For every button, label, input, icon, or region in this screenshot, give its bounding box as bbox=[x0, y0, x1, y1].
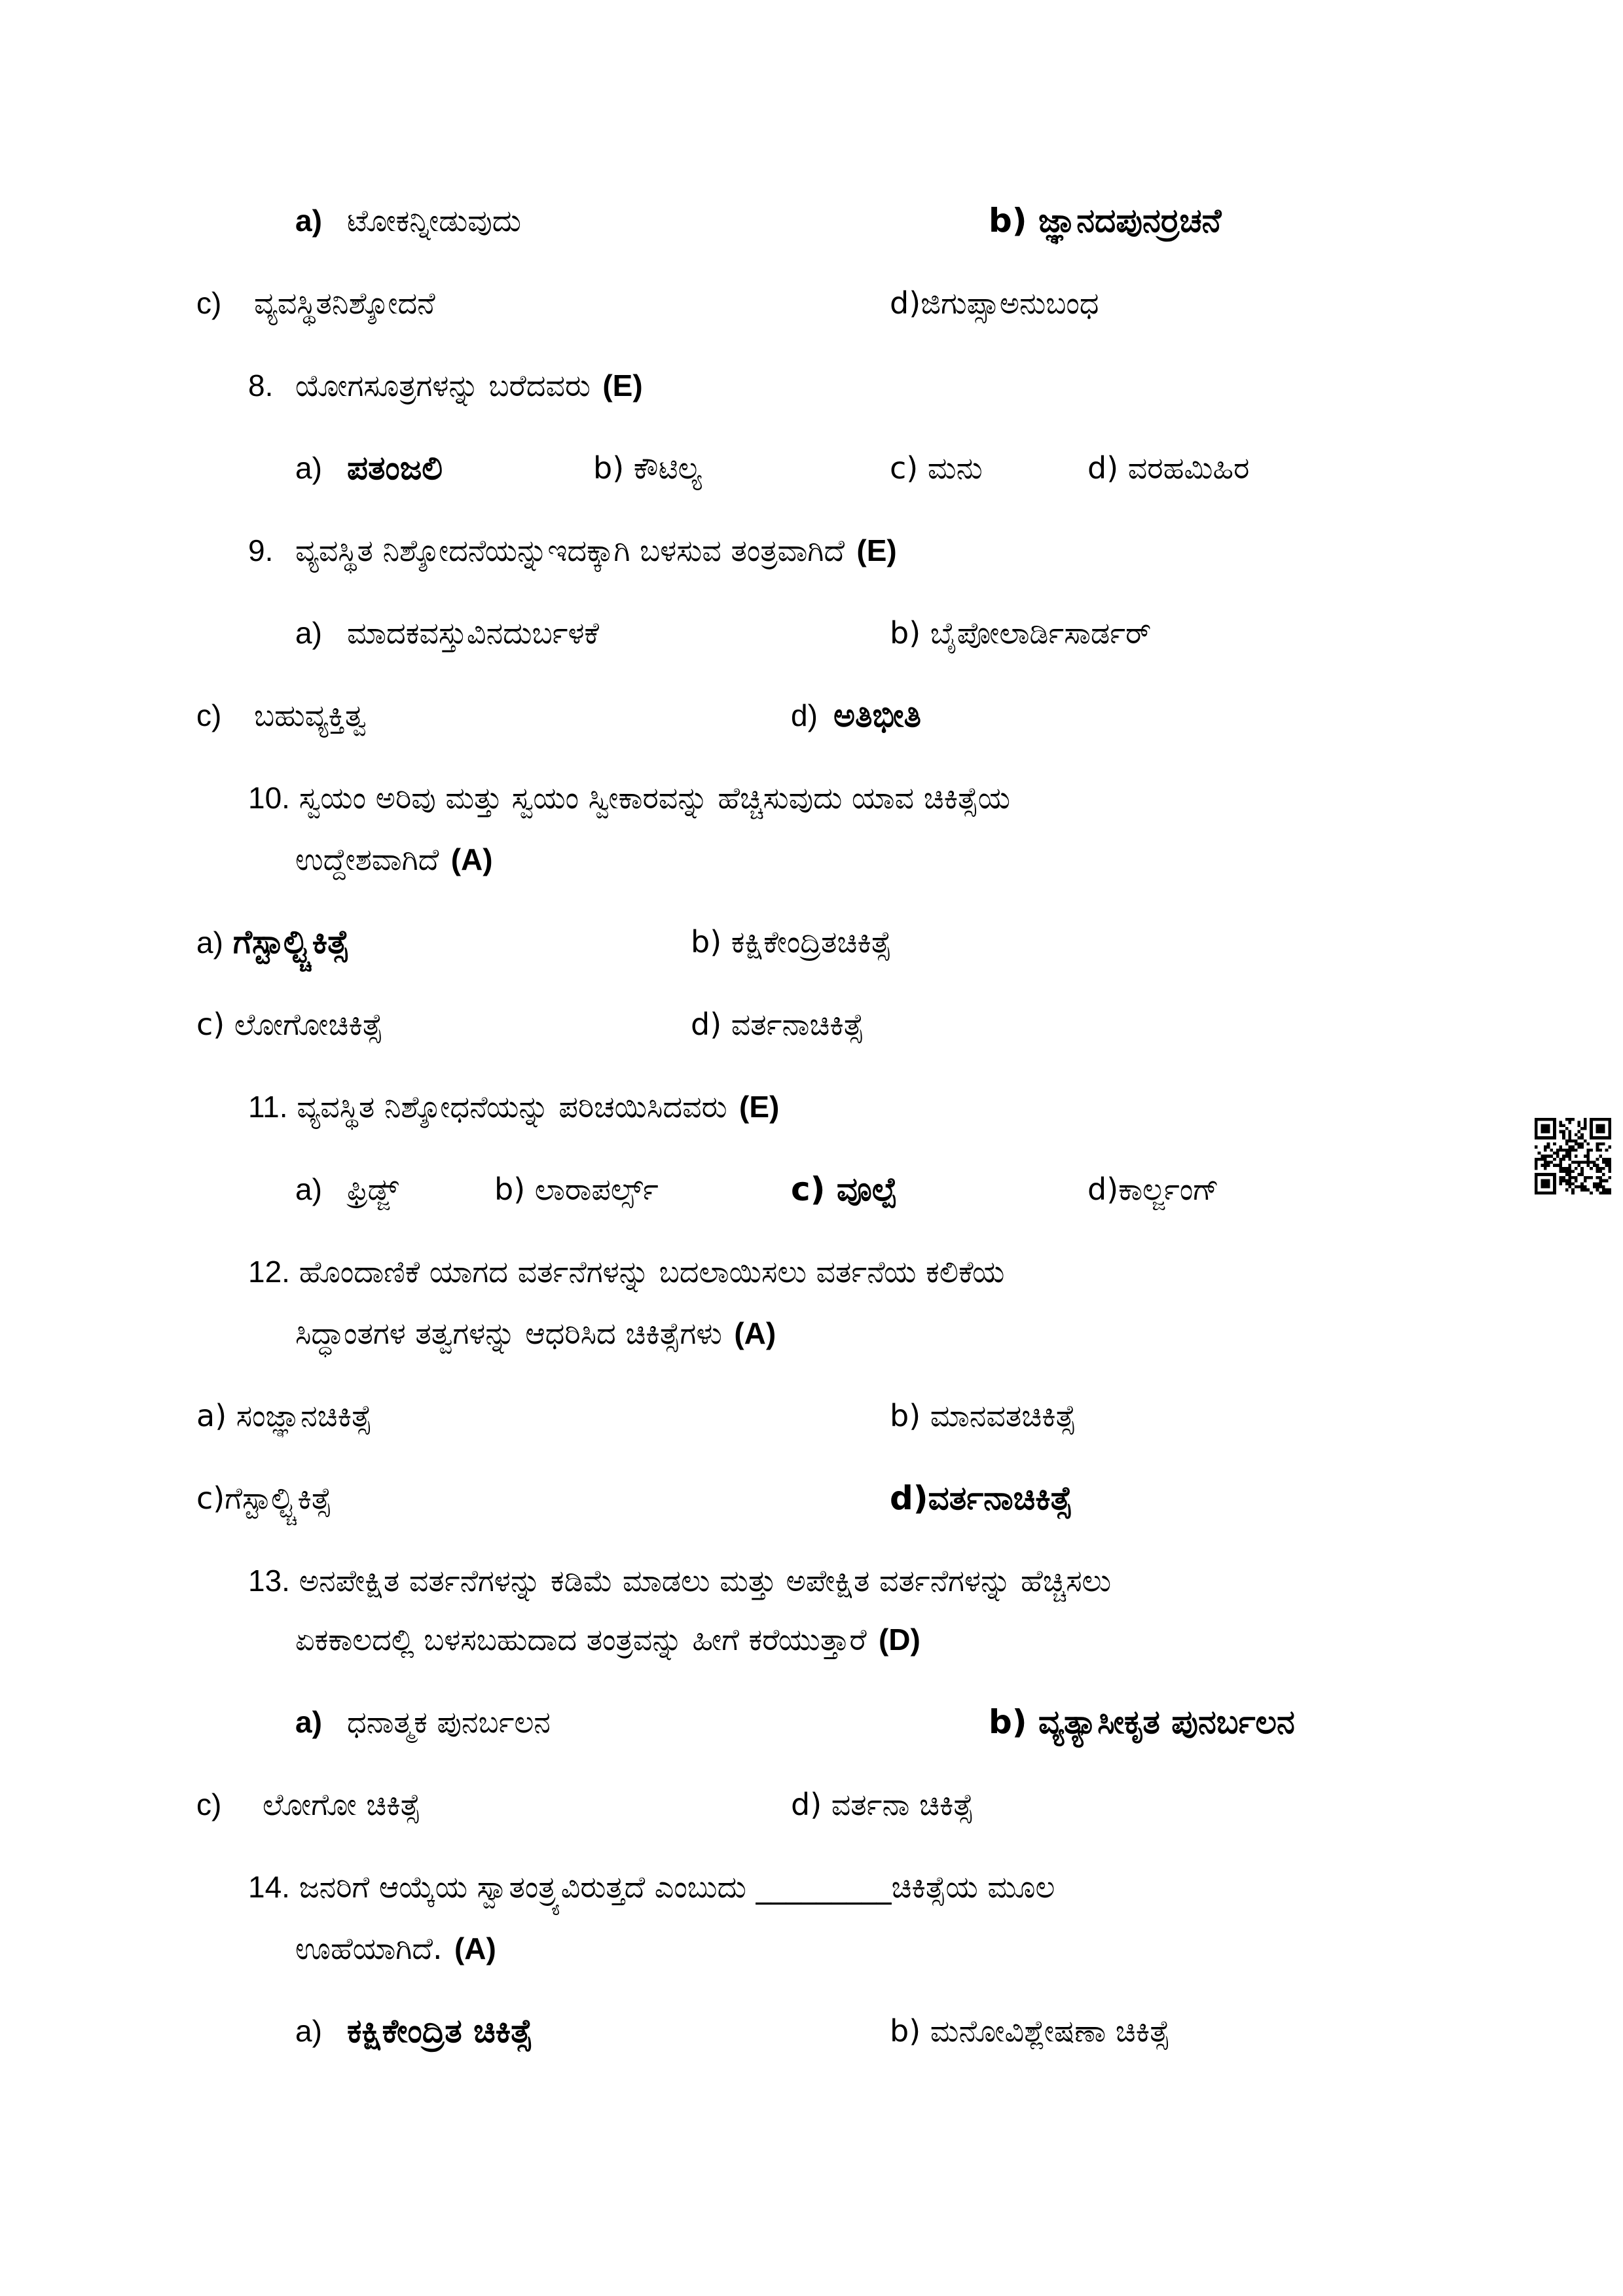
q12-option-c: c)ಗೆಸ್ಟಾಲ್ಟ್ಚಿಕಿತ್ಸೆ bbox=[196, 1480, 332, 1516]
q11-number: 11. bbox=[248, 1090, 288, 1124]
q13-number: 13. bbox=[248, 1564, 290, 1598]
q10-option-a-text: ಗೆಸ್ಟಾಲ್ಟ್ಚಿಕಿತ್ಸೆ bbox=[232, 923, 350, 961]
q14-option-a-label: a) bbox=[295, 2014, 322, 2048]
q10-text-line1: ಸ್ವಯಂ ಅರಿವು ಮತ್ತು ಸ್ವಯಂ ಸ್ವೀಕಾರವನ್ನು ಹೆಚ್ಚಿಸುವುದು ಯಾವ ಚಿಕಿತ್ಸೆಯ bbox=[299, 780, 1011, 816]
q8-option-d: d) ವರಹಮಿಹಿರ bbox=[1087, 450, 1250, 486]
q8-number: 8. bbox=[248, 368, 274, 403]
q13-option-a-label: a) bbox=[295, 1705, 322, 1739]
q12-option-a: a) ಸಂಜ್ಞಾನಚಿಕಿತ್ಸೆ bbox=[196, 1398, 372, 1433]
q7-option-b: b) ಜ್ಞಾನದಪುನರ್ರಚನೆ bbox=[989, 202, 1222, 240]
q9-option-d-label: d) bbox=[791, 698, 818, 732]
q11-tag: (E) bbox=[739, 1090, 780, 1124]
q13-text-line2: ಏಕಕಾಲದಲ್ಲಿ ಬಳಸಬಹುದಾದ ತಂತ್ರವನ್ನು ಹೀಗೆ ಕರೆಯುತ್ತಾರೆ bbox=[295, 1622, 867, 1657]
q11-option-a-label: a) bbox=[295, 1172, 322, 1206]
q8-option-b: b) ಕೌಟಿಲ್ಯ bbox=[593, 450, 702, 486]
q10-option-d: d) ವರ್ತನಾಚಿಕಿತ್ಸೆ bbox=[691, 1007, 864, 1042]
q14-text-line1: ಜನರಿಗೆ ಆಯ್ಕೆಯ ಸ್ವಾತಂತ್ರ್ಯವಿರುತ್ತದೆ ಎಂಬುದು _________ಚಿಕಿತ್ಸೆಯ ಮೂಲ bbox=[299, 1869, 1055, 1905]
q9-question bbox=[295, 531, 897, 570]
q12-option-b: b) ಮಾನವತಚಿಕಿತ್ಸೆ bbox=[890, 1398, 1076, 1433]
q8-option-a-label: a) bbox=[295, 451, 322, 485]
q10-question-line2 bbox=[295, 840, 493, 879]
q14-question-line1 bbox=[248, 1867, 1055, 1907]
q10-option-a-label: a) bbox=[196, 925, 223, 960]
q14-option-a-text: ಕಕ್ಷಿಕೇಂದ್ರಿತ ಚಿಕಿತ್ಸೆ bbox=[347, 2012, 533, 2050]
q9-option-c-label: c) bbox=[196, 698, 222, 732]
q12-option-d: d)ವರ್ತನಾಚಿಕಿತ್ಸೆ bbox=[890, 1479, 1072, 1517]
q10-tag: (A) bbox=[450, 842, 493, 876]
q13-option-c-text: ಲೋಗೋ ಚಿಕಿತ್ಸೆ bbox=[263, 1787, 421, 1822]
q9-option-b: b) ಬೈಪೋಲಾರ್ಡಿಸಾರ್ಡರ್ bbox=[890, 615, 1152, 651]
q10-question-line1 bbox=[248, 778, 1010, 817]
q14-question-line2 bbox=[295, 1929, 496, 1968]
q8-text: ಯೋಗಸೂತ್ರಗಳನ್ನು ಬರೆದವರು bbox=[295, 368, 591, 403]
q10-text-line2: ಉದ್ದೇಶವಾಗಿದೆ bbox=[295, 842, 439, 877]
q9-option-c-text: ಬಹುವ್ಯಕ್ತಿತ್ವ bbox=[254, 698, 367, 733]
q13-option-b: b) ವ್ಯತ್ಯಾಸೀಕೃತ ಪುನರ್ಬಲನ bbox=[989, 1703, 1295, 1741]
q9-tag: (E) bbox=[856, 533, 897, 567]
q14-option-b: b) ಮನೋವಿಶ್ಲೇಷಣಾ ಚಿಕಿತ್ಸೆ bbox=[890, 2013, 1170, 2049]
q13-option-c-label: c) bbox=[196, 1787, 222, 1821]
q14-tag: (A) bbox=[454, 1931, 496, 1965]
q8-question bbox=[295, 366, 643, 405]
q13-tag: (D) bbox=[878, 1623, 921, 1657]
q13-option-a-text: ಧನಾತ್ಮಕ ಪುನರ್ಬಲನ bbox=[347, 1704, 551, 1740]
q11-option-d: d)ಕಾರ್ಲ್ಜಂಗ್ bbox=[1087, 1172, 1220, 1207]
q9-option-d-text: ಅತಿಭೀತಿ bbox=[833, 696, 921, 734]
q13-question-line1 bbox=[248, 1561, 1111, 1600]
q10-option-a bbox=[196, 922, 349, 962]
q12-tag: (A) bbox=[734, 1316, 776, 1350]
qr-code-icon bbox=[1535, 1118, 1611, 1194]
q12-number: 12. bbox=[248, 1255, 290, 1289]
q9-option-a-label: a) bbox=[295, 616, 322, 650]
q12-text-line2: ಸಿದ್ಧಾಂತಗಳ ತತ್ವಗಳನ್ನು ಆಧರಿಸಿದ ಚಿಕಿತ್ಸೆಗಳು bbox=[295, 1316, 722, 1351]
q7-option-c-text: ವ್ಯವಸ್ಥಿತನಿಶ್ಶೋದನೆ bbox=[254, 285, 435, 321]
q9-option-a-text: ಮಾದಕವಸ್ತುವಿನದುರ್ಬಳಕೆ bbox=[347, 615, 599, 651]
q9-text: ವ್ಯವಸ್ಥಿತ ನಿಶ್ಶೋದನೆಯನ್ನುಇದಕ್ಕಾಗಿ ಬಳಸುವ ತಂತ್ರವಾಗಿದೆ bbox=[295, 533, 845, 568]
q14-text-line2: ಊಹೆಯಾಗಿದೆ. bbox=[295, 1931, 443, 1966]
q8-option-a-text: ಪತಂಜಲಿ bbox=[347, 449, 443, 487]
q13-text-line1: ಅನಪೇಕ್ಷಿತ ವರ್ತನೆಗಳನ್ನು ಕಡಿಮೆ ಮಾಡಲು ಮತ್ತು ಅಪೇಕ್ಷಿತ ವರ್ತನೆಗಳನ್ನು ಹೆಚ್ಚಿಸಲು bbox=[299, 1563, 1112, 1598]
q7-option-a-label: a) bbox=[295, 204, 322, 238]
q11-question bbox=[248, 1087, 779, 1126]
q12-question-line2 bbox=[295, 1314, 776, 1353]
q11-option-a-text: ಫ್ರಿಡ್ಜ್ bbox=[347, 1172, 399, 1207]
q7-option-a-text: ಟೋಕನ್ನೀಡುವುದು bbox=[347, 203, 522, 238]
q8-tag: (E) bbox=[602, 368, 643, 403]
q10-option-b: b) ಕಕ್ಷಿಕೇಂದ್ರಿತಚಿಕಿತ್ಸೆ bbox=[691, 924, 892, 960]
q8-option-c: c) ಮನು bbox=[890, 450, 983, 486]
q7-option-d: d)ಜಿಗುಪ್ಸಾಅನುಬಂಧ bbox=[890, 285, 1099, 321]
q10-number: 10. bbox=[248, 781, 290, 815]
q12-question-line1 bbox=[248, 1252, 1004, 1291]
q14-number: 14. bbox=[248, 1870, 290, 1904]
q12-text-line1: ಹೊಂದಾಣಿಕೆ ಯಾಗದ ವರ್ತನೆಗಳನ್ನು ಬದಲಾಯಿಸಲು ವರ್ತನೆಯ ಕಲಿಕೆಯ bbox=[299, 1254, 1005, 1289]
q13-option-d: d) ವರ್ತನಾ ಚಿಕಿತ್ಸೆ bbox=[791, 1787, 974, 1822]
q11-option-c: c) ವೂಲ್ಪೆ bbox=[791, 1170, 898, 1208]
q7-option-c-label: c) bbox=[196, 286, 222, 320]
q13-question-line2 bbox=[295, 1620, 921, 1659]
q11-option-b: b) ಲಾರಾಪರ್ಲ್ಸ್ bbox=[494, 1172, 659, 1207]
q9-number: 9. bbox=[248, 533, 274, 567]
q10-option-c: c) ಲೋಗೋಚಿಕಿತ್ಸೆ bbox=[196, 1007, 383, 1042]
q11-text: ವ್ಯವಸ್ಥಿತ ನಿಶ್ಶೋಧನೆಯನ್ನು ಪರಿಚಯಿಸಿದವರು bbox=[297, 1089, 727, 1124]
